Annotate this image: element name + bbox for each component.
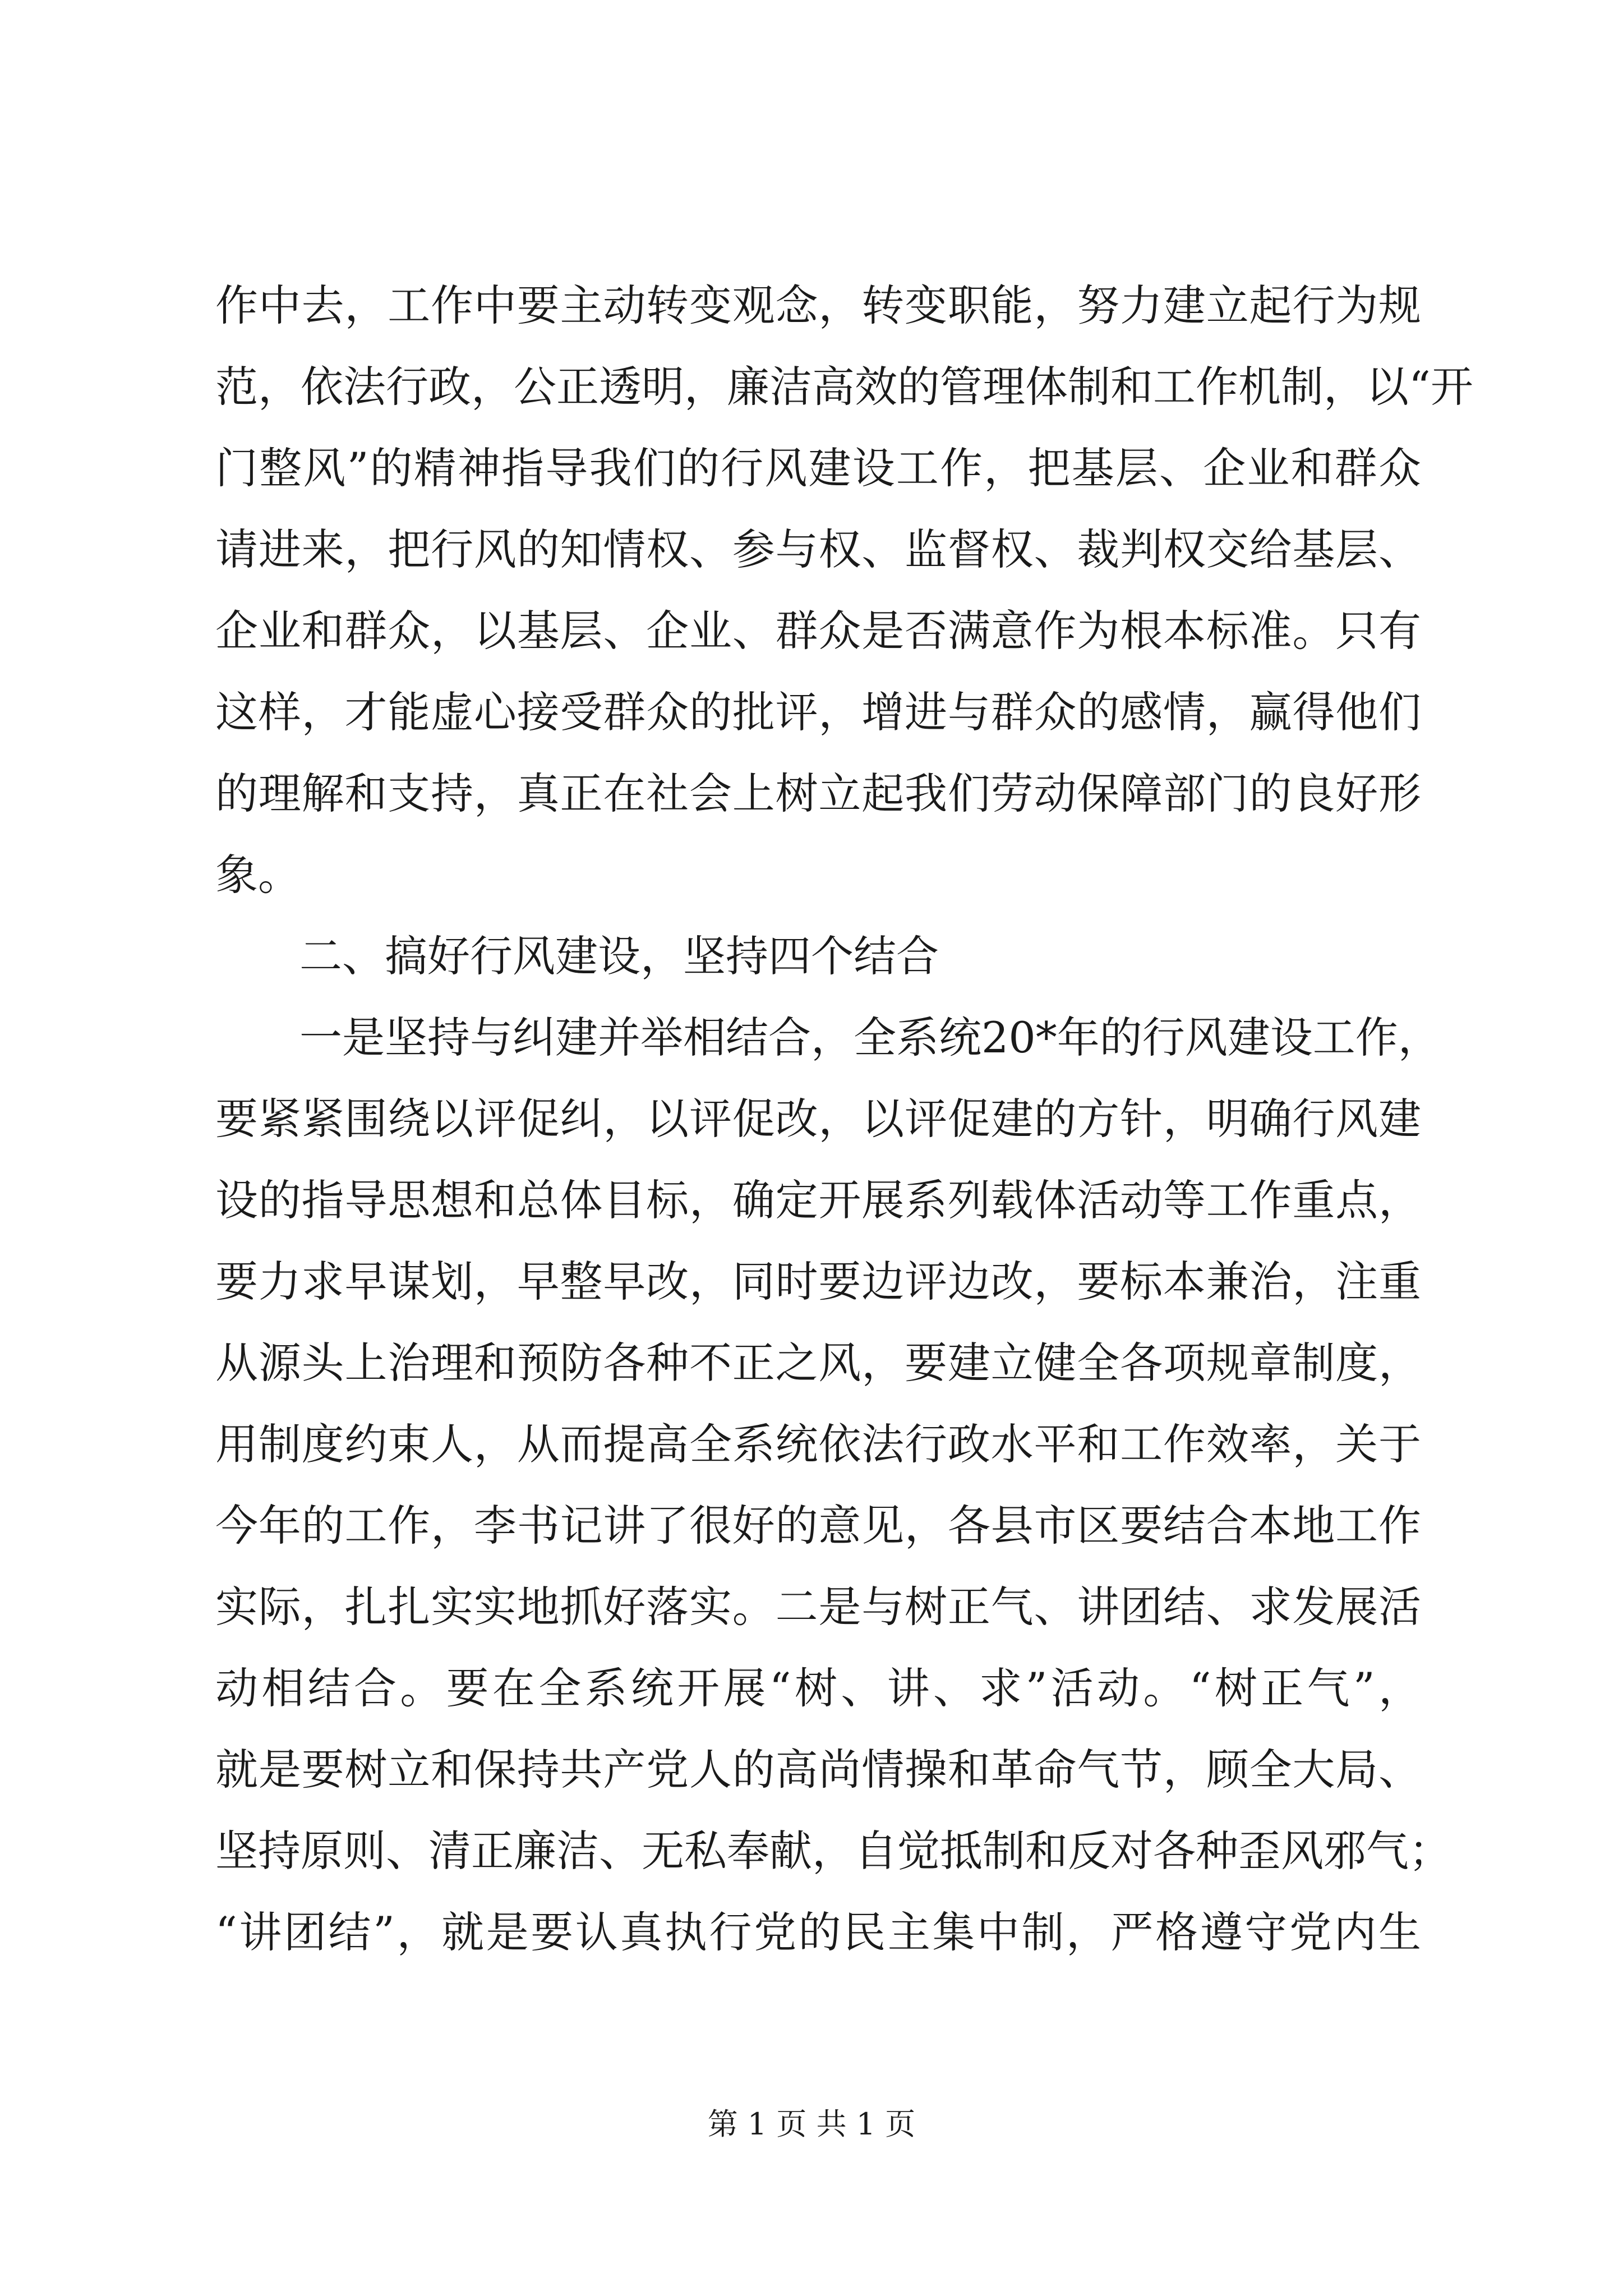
text-line: 就是要树立和保持共产党人的高尚情操和革命气节，顾全大局、 xyxy=(215,1745,1421,1795)
text-line: 请进来，把行风的知情权、参与权、监督权、裁判权交给基层、 xyxy=(215,524,1421,574)
text-line: 今年的工作，李书记讲了很好的意见，各县市区要结合本地工作 xyxy=(215,1501,1421,1550)
text-line: 坚持原则、清正廉洁、无私奉献，自觉抵制和反对各种歪风邪气； xyxy=(215,1826,1451,1876)
text-line: 一是坚持与纠建并举相结合，全系统20*年的行风建设工作， xyxy=(299,1013,1441,1062)
text-line: 这样，才能虚心接受群众的批评，增进与群众的感情，赢得他们 xyxy=(215,687,1421,737)
text-line: 动相结合。要在全系统开展“树、讲、求”活动。“树正气”， xyxy=(215,1663,1421,1713)
text-line: 要力求早谋划，早整早改，同时要边评边改，要标本兼治，注重 xyxy=(215,1257,1421,1306)
text-line: 象。 xyxy=(215,850,301,900)
document-body xyxy=(215,265,1473,1973)
text-line: “讲团结”，就是要认真执行党的民主集中制，严格遵守党内生 xyxy=(215,1907,1421,1957)
text-line: 实际，扎扎实实地抓好落实。二是与树正气、讲团结、求发展活 xyxy=(215,1582,1421,1632)
text-line: 作中去，工作中要主动转变观念，转变职能，努力建立起行为规 xyxy=(215,280,1421,330)
text-line: 门整风”的精神指导我们的行风建设工作，把基层、企业和群众 xyxy=(215,443,1421,493)
text-line: 的理解和支持，真正在社会上树立起我们劳动保障部门的良好形 xyxy=(215,769,1421,818)
text-line: 企业和群众，以基层、企业、群众是否满意作为根本标准。只有 xyxy=(215,606,1421,656)
text-line: 从源头上治理和预防各种不正之风，要建立健全各项规章制度， xyxy=(215,1338,1421,1388)
text-line: 范，依法行政，公正透明，廉洁高效的管理体制和工作机制，以“开 xyxy=(215,362,1473,412)
text-line: 用制度约束人，从而提高全系统依法行政水平和工作效率，关于 xyxy=(215,1419,1421,1469)
page-number-footer: 第 1 页 共 1 页 xyxy=(707,2106,916,2142)
text-line: 要紧紧围绕以评促纠，以评促改，以评促建的方针，明确行风建 xyxy=(215,1094,1421,1144)
section-heading: 二、搞好行风建设，坚持四个结合 xyxy=(299,931,939,981)
text-line: 设的指导思想和总体目标，确定开展系列载体活动等工作重点， xyxy=(215,1175,1421,1225)
